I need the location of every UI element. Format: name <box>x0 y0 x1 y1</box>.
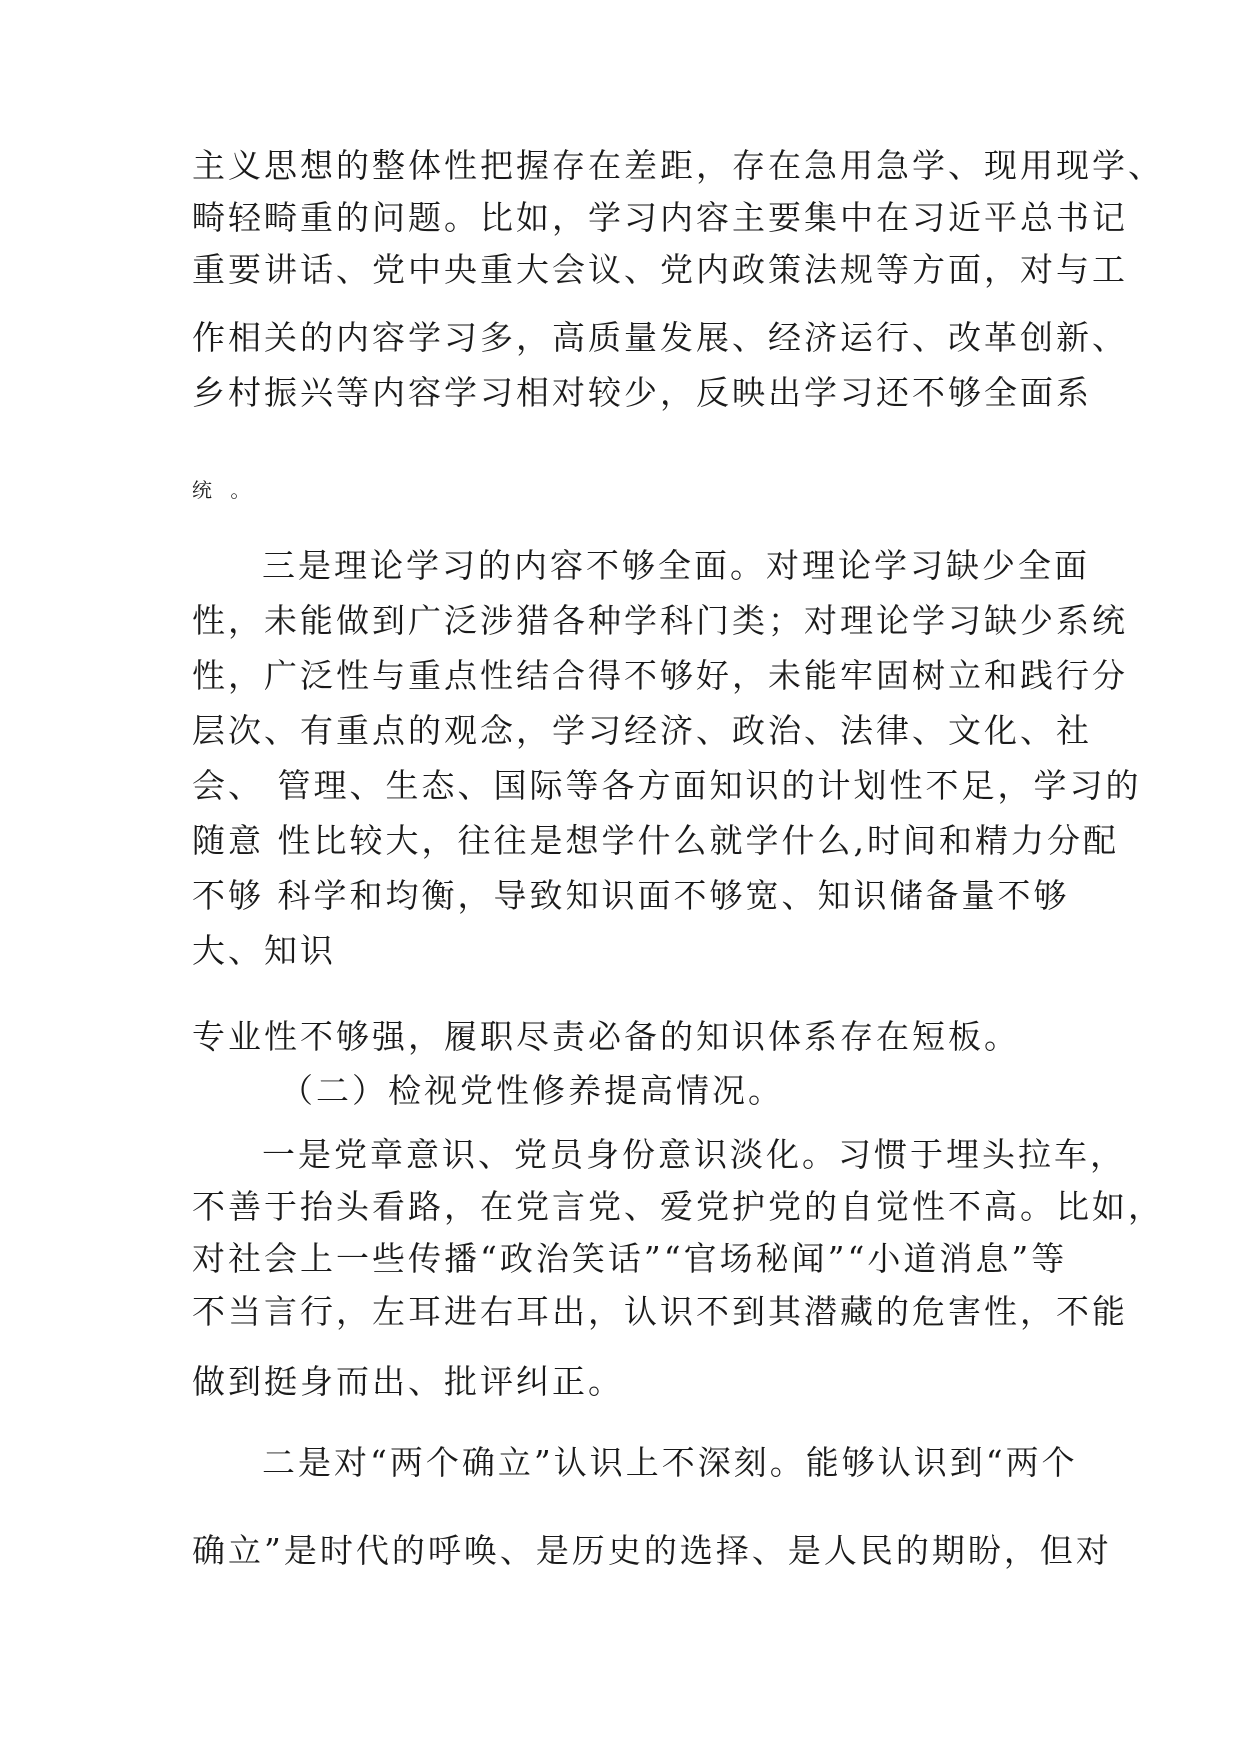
text-line: 作相关的内容学习多，高质量发展、经济运行、改革创新、 <box>192 318 1128 357</box>
paragraph-first-line: 一是党章意识、党员身份意识淡化。习惯于埋头拉车， <box>262 1135 1126 1174</box>
text-line: 对社会上一些传播“政治笑话”“官场秘闻”“小道消息”等 <box>192 1239 1068 1278</box>
text-line: 主义思想的整体性把握存在差距，存在急用急学、现用现学、 <box>192 146 1164 185</box>
text-line: 不够 科学和均衡，导致知识面不够宽、知识储备量不够 <box>192 876 1070 915</box>
paragraph-first-line: 二是对“两个确立”认识上不深刻。能够认识到“两个 <box>262 1443 1078 1482</box>
text-line: 会、 管理、生态、国际等各方面知识的计划性不足，学习的 <box>192 766 1142 805</box>
text-line: 做到挺身而出、批评纠正。 <box>192 1362 624 1401</box>
paragraph-first-line: 三是理论学习的内容不够全面。对理论学习缺少全面 <box>262 546 1090 585</box>
text-line: 专业性不够强，履职尽责必备的知识体系存在短板。 <box>192 1017 1020 1056</box>
section-heading: （二）检视党性修养提高情况。 <box>280 1071 784 1110</box>
text-line: 统 。 <box>192 478 257 502</box>
text-line: 确立”是时代的呼唤、是历史的选择、是人民的期盼，但对 <box>192 1531 1112 1570</box>
text-line: 不当言行，左耳进右耳出，认识不到其潜藏的危害性，不能 <box>192 1292 1128 1331</box>
text-line: 随意 性比较大，往往是想学什么就学什么,时间和精力分配 <box>192 821 1119 860</box>
text-line: 性，广泛性与重点性结合得不够好，未能牢固树立和践行分 <box>192 656 1128 695</box>
text-line: 层次、有重点的观念，学习经济、政治、法律、文化、社 <box>192 711 1092 750</box>
text-line: 大、知识 <box>192 931 336 970</box>
text-line: 重要讲话、党中央重大会议、党内政策法规等方面，对与工 <box>192 250 1128 289</box>
text-line: 乡村振兴等内容学习相对较少，反映出学习还不够全面系 <box>192 373 1092 412</box>
text-line: 不善于抬头看路，在党言党、爱党护党的自觉性不高。比如， <box>192 1187 1164 1226</box>
text-line: 性，未能做到广泛涉猎各种学科门类；对理论学习缺少系统 <box>192 601 1128 640</box>
text-line: 畸轻畸重的问题。比如，学习内容主要集中在习近平总书记 <box>192 198 1128 237</box>
